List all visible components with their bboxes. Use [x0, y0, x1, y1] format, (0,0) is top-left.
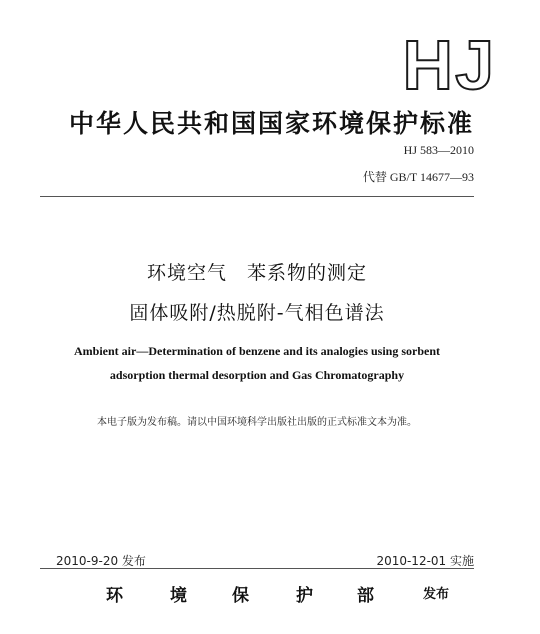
org-title: 中华人民共和国国家环境保护标准: [68, 109, 474, 138]
publisher-char: 部: [357, 586, 374, 606]
publisher-issue: 发布: [423, 587, 450, 602]
footer-rule: [40, 568, 474, 569]
publisher-line: [0, 581, 540, 611]
publisher-char: 境: [170, 586, 187, 606]
publisher-char: 保: [232, 586, 249, 606]
issue-date: 2010-9-20 发布: [56, 554, 146, 568]
edition-note: 本电子版为发布稿。请以中国环境科学出版社出版的正式标准文本为准。: [97, 417, 417, 428]
publisher-char: 环: [106, 586, 123, 606]
title-en-line1: Ambient air—Determination of benzene and its analogies using sorbent: [74, 344, 440, 358]
replaces-standard: 代替 GB/T 14677—93: [362, 170, 474, 184]
hj-logo: HJ: [402, 26, 496, 104]
title-en-line2: adsorption thermal desorption and Gas Chromatography: [109, 368, 405, 382]
publisher-char: 护: [296, 586, 313, 606]
implement-date: 2010-12-01 实施: [376, 554, 474, 568]
title-zh-line2: 固体吸附/热脱附-气相色谱法: [129, 302, 385, 324]
header-rule: [40, 196, 474, 197]
title-zh-line1: 环境空气 苯系物的测定: [146, 262, 367, 284]
standard-number: HJ 583—2010: [403, 143, 474, 157]
